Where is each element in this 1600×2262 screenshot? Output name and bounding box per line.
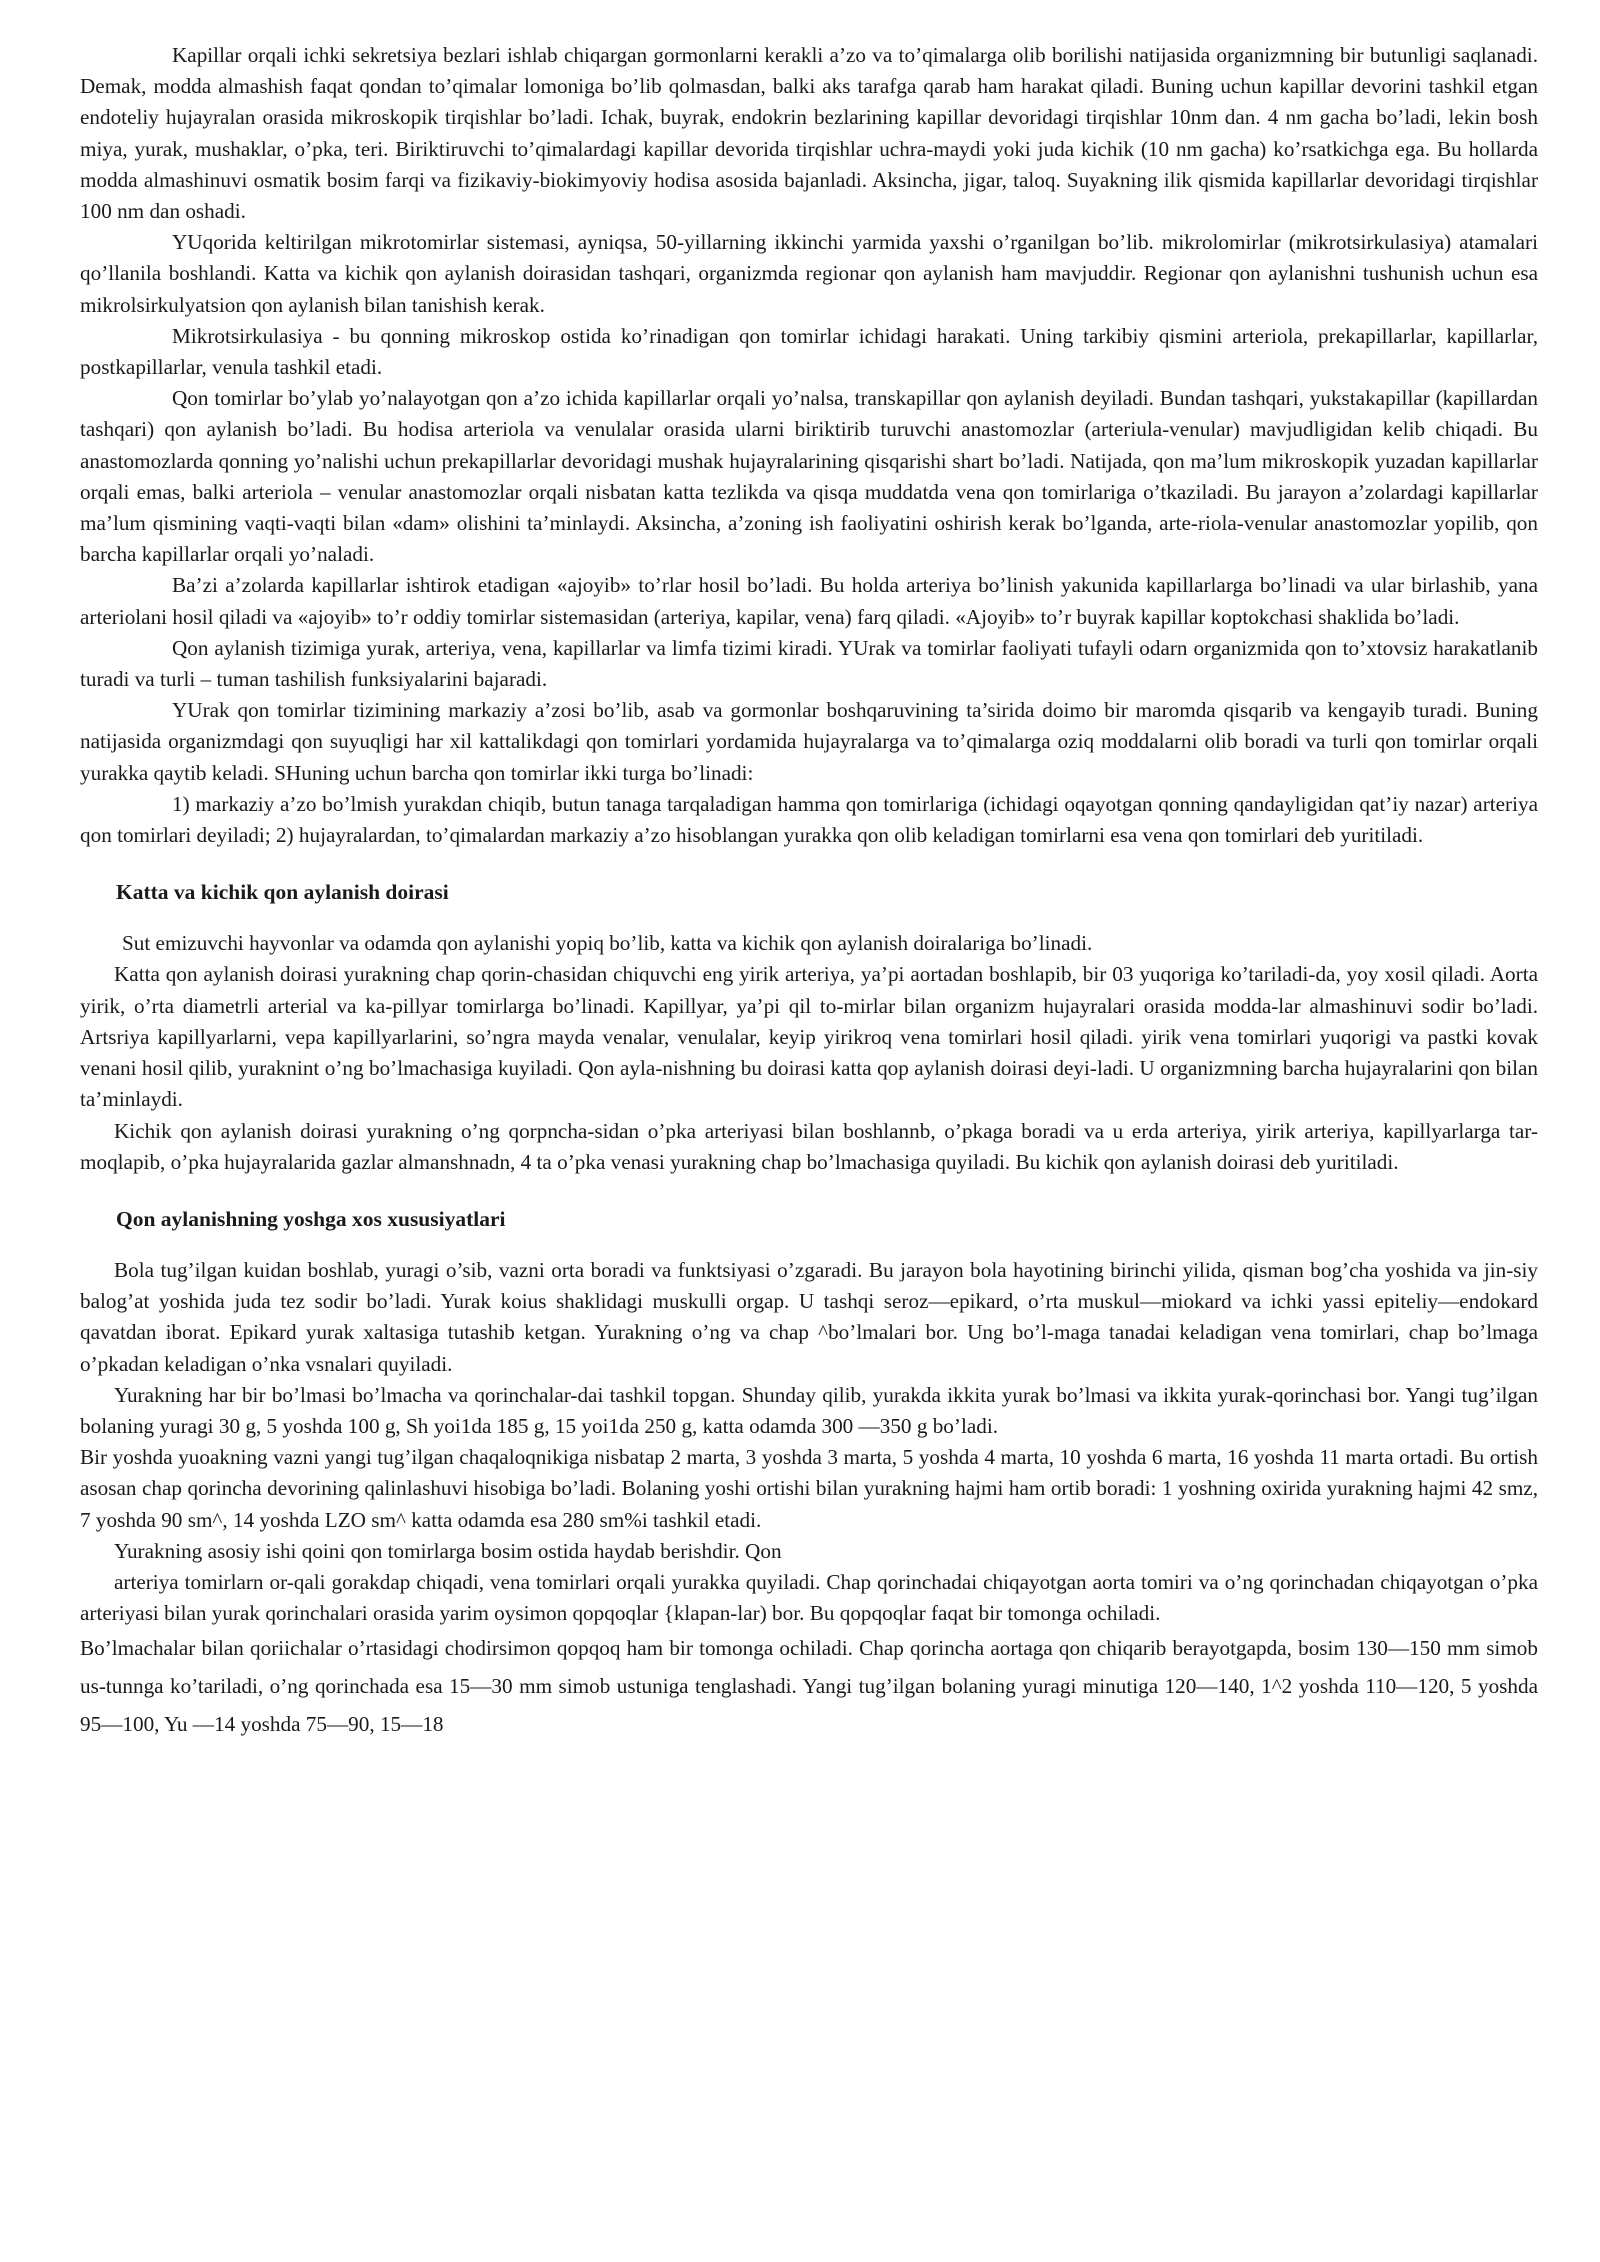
- paragraph: Yurakning har bir bo’lmasi bo’lmacha va qorinchalar-dai tashkil topgan. Shunday qilib, yurakda ikkita yurak bo’lmasi va ikkita yurak-qorinchasi bor. Yangi tug’ilgan bolaning yuragi 30 g, 5 yoshda 100 g, Sh yoi1da 185 g, 15 yoi1da 250 g, katta odamda 300 —350 g bo’ladi.: [80, 1382, 1538, 1438]
- paragraph: Yurakning asosiy ishi qoini qon tomirlarga bosim ostida haydab berishdir. Qon: [114, 1538, 782, 1563]
- paragraph: Mikrotsirkulasiya - bu qonning mikroskop ostida ko’rinadigan qon tomirlar ichidagi harakati. Uning tarkibiy qismini arteriola, prekapillarlar, kapillarlar, postkapillarlar, venula tashkil etadi.: [80, 323, 1538, 380]
- paragraph: Sut emizuvchi hayvonlar va odamda qon aylanishi yopiq bo’lib, katta va kichik qon aylanish doiralariga bo’linadi.: [122, 931, 1093, 956]
- paragraph: YUqorida keltirilgan mikrotomirlar sistemasi, ayniqsa, 50-yillarning ikkinchi yarmida yaxshi o’rganilgan bo’lib. mikrolomirlar (mikrotsirkulasiya) atamalari qo’llanila boshlandi. Katta va kichik qon aylanish doirasidan tashqari, organizmda regionar qon aylanish ham mavjuddir. Regionar qon aylanishni tushunish uchun esa mikrolsirkulyatsion qon aylanish bilan tanishish kerak.: [80, 230, 1538, 317]
- paragraph: Bir yoshda yuoakning vazni yangi tug’ilgan chaqaloqnikiga nisbatap 2 marta, 3 yoshda 3 marta, 5 yoshda 4 marta, 10 yoshda 6 marta, 16 yoshda 11 marta ortadi. Bu ortish asosan chap qorincha devorining qalinlashuvi hisobiga bo’ladi. Bolaning yoshi ortishi bilan yurakning hajmi ham ortib boradi: 1 yoshning oxirida yurakning hajmi 42 smz, 7 yoshda 90 sm^, 14 yoshda LZO sm^ katta odamda esa 280 sm%i tashkil etadi.: [80, 1445, 1538, 1532]
- paragraph: Katta qon aylanish doirasi yurakning chap qorin-chasidan chiquvchi eng yirik arteriya, ya’pi aortadan boshlapib, bir 03 yuqoriga ko’tariladi-da, yoy xosil qiladi. Aorta yirik, o’rta diametrli arterial va ka-pillyar tomirlarga bo’linadi. Kapillyar, ya’pi qil to-mirlar bilan organizm hujayralari orasida modda-lar almashinuvi sodir bo’ladi. Artsriya kapillyarlarni, vepa kapillyarlarini, so’ngra mayda venalar, venulalar, keyip yirikroq vena tomirlari hosil qiladi. yirik vena tomirlari yuqorigi va pastki kovak venani hosil qilib, yuraknint o’ng bo’lmachasiga kuyiladi. Qon ayla-nishning bu doirasi katta qop aylanish doirasi deyi-ladi. U organizmning barcha hujayralarini qon bilan ta’minlaydi.: [80, 962, 1538, 1112]
- paragraph: arteriya tomirlarn or-qali gorakdap chiqadi, vena tomirlari orqali yurakka quyiladi. Chap qorinchadai chiqayotgan aorta tomiri va o’ng qorinchadan chiqayotgan o’pka arteriyasi bilan yurak qorinchalari orasida yarim oysimon qopqoqlar {klapan-lar) bor. Bu qopqoqlar faqat bir tomonga ochiladi.: [80, 1569, 1538, 1626]
- paragraph: Qon aylanish tizimiga yurak, arteriya, vena, kapillarlar va limfa tizimi kiradi. YUrak va tomirlar faoliyati tufayli odarn organizmida qon to’xtovsiz harakatlanib turadi va turli – tuman tashilish funksiyalarini bajaradi.: [80, 635, 1538, 692]
- section-heading: Qon aylanishning yoshga xos xususiyatlari: [116, 1206, 506, 1231]
- paragraph: 1) markaziy a’zo bo’lmish yurakdan chiqib, butun tanaga tarqaladigan hamma qon tomirlariga (ichidagi oqayotgan qonning qandayligidan qat’iy nazar) arteriya qon tomirlari deyiladi; 2) hujayralardan, to’qimalardan markaziy a’zo hisoblangan yurakka qon olib keladigan tomirlarni esa vena qon tomirlari deb yuritiladi.: [80, 791, 1538, 848]
- paragraph: YUrak qon tomirlar tizimining markaziy a’zosi bo’lib, asab va gormonlar boshqaruvining ta’sirida doimo bir maromda qisqarib va kengayib turadi. Buning natijasida organizmdagi qon suyuqligi har xil kattalikdagi qon tomirlari yordamida hujayralarga va to’qimalarga oziq moddalarni olib boradi va turli qon tomirlar orqali yurakka qaytib keladi. SHuning uchun barcha qon tomirlar ikki turga bo’linadi:: [80, 698, 1538, 785]
- paragraph: Kapillar orqali ichki sekretsiya bezlari ishlab chiqargan gormonlarni kerakli a’zo va to’qimalarga olib borilishi natijasida organizmning bir butunligi saqlanadi. Demak, modda almashish faqat qondan to’qimalar lomoniga bo’lib qolmasdan, balki aks tarafga qarab ham harakat qiladi. Buning uchun kapillar devorini tashkil etgan endoteliy hujayralan orasida mikroskopik tirqishlar bo’ladi. Ichak, buyrak, endokrin bezlarining kapillar devoridagi tirqishlar 10nm dan. 4 nm gacha bo’ladi, lekin bosh miya, yurak, mushaklar, o’pka, teri. Biriktiruvchi to’qimalardagi kapillar devorida tirqishlar uchra-maydi yoki juda kichik (10 nm gacha) ko’rsatkichga ega. Bu hollarda modda almashinuvi osmatik bosim farqi va fizikaviy-biokimyoviy hodisa asosida bajanladi. Aksincha, jigar, taloq. Suyakning ilik qismida kapillarlar devoridagi tirqishlar 100 nm dan oshadi.: [80, 43, 1538, 224]
- paragraph: Kichik qon aylanish doirasi yurakning o’ng qorpncha-sidan o’pka arteriyasi bilan boshlannb, o’pkaga boradi va u erda arteriya, yirik arteriya, kapillyarlarga tar-moqlapib, o’pka hujayralarida gazlar almanshnadn, 4 ta o’pka venasi yurakning chap bo’lmachasiga quyiladi. Bu kichik qon aylanish doirasi deb yuritiladi.: [80, 1118, 1538, 1174]
- paragraph: Ba’zi a’zolarda kapillarlar ishtirok etadigan «ajoyib» to’rlar hosil bo’ladi. Bu holda arteriya bo’linish yakunida kapillarlarga bo’linadi va ular birlashib, yana arteriolani hosil qiladi va «ajoyib» to’r oddiy tomirlar sistemasidan (arteriya, kapilar, vena) farq qiladi. «Ajoyib» to’r buyrak kapillar koptokchasi shaklida bo’ladi.: [80, 573, 1538, 629]
- paragraph: Bo’lmachalar bilan qoriichalar o’rtasidagi chodirsimon qopqoq ham bir tomonga ochiladi. Chap qorincha aortaga qon chiqarib berayotgapda, bosim 130—150 mm simob us-tunnga ko’tariladi, o’ng qorinchada esa 15—30 mm simob ustuniga tenglashadi. Yangi tug’ilgan bolaning yuragi minutiga 120—140, 1^2 yoshda 110—120, 5 yoshda 95—100, Yu —14 yoshda 75—90, 15—18: [80, 1636, 1538, 1737]
- paragraph: Bola tug’ilgan kuidan boshlab, yuragi o’sib, vazni orta boradi va funktsiyasi o’zgaradi. Bu jarayon bola hayotining birinchi yilida, qisman bog’cha yoshida va jin-siy balog’at yoshida juda tez sodir bo’ladi. Yurak koius shaklidagi muskulli orgap. U tashqi seroz—epikard, o’rta muskul—miokard va ichki yassi epiteliy—endokard qavatdan iborat. Epikard yurak xaltasiga tutashib ketgan. Yurakning o’ng va chap ^bo’lmalari bor. Ung bo’l-maga tanadai keladigan vena tomirlari, chap bo’lmaga o’pkadan keladigan o’nka vsnalari quyiladi.: [80, 1257, 1538, 1376]
- paragraph: Qon tomirlar bo’ylab yo’nalayotgan qon a’zo ichida kapillarlar orqali yo’nalsa, transkapillar qon aylanish deyiladi. Bundan tashqari, yukstakapillar (kapillardan tashqari) qon aylanish bo’ladi. Bu hodisa arteriola va venulalar orasida ularni biriktirib turuvchi anastomozlar (arteriula-venular) mavjudligidan kelib chiqadi. Bu anastomozlarda qonning yo’nalishi uchun prekapillarlar devoridagi mushak hujayralarining qisqarishi shart bo’ladi. Natijada, qon ma’lum mikroskopik yuzadan kapillarlar orqali emas, balki arteriola – venular anastomozlar orqali nisbatan katta tezlikda va qisqa muddatda vena qon tomirlariga o’tkaziladi. Bu jarayon a’zolardagi kapillarlar ma’lum qismining vaqti-vaqti bilan «dam» olishini ta’minlaydi. Aksincha, a’zoning ish faoliyatini oshirish kerak bo’lganda, arte-riola-venular anastomozlar yopilib, qon barcha kapillarlar orqali yo’naladi.: [80, 386, 1538, 567]
- section-heading: Katta va kichik qon aylanish doirasi: [116, 880, 449, 905]
